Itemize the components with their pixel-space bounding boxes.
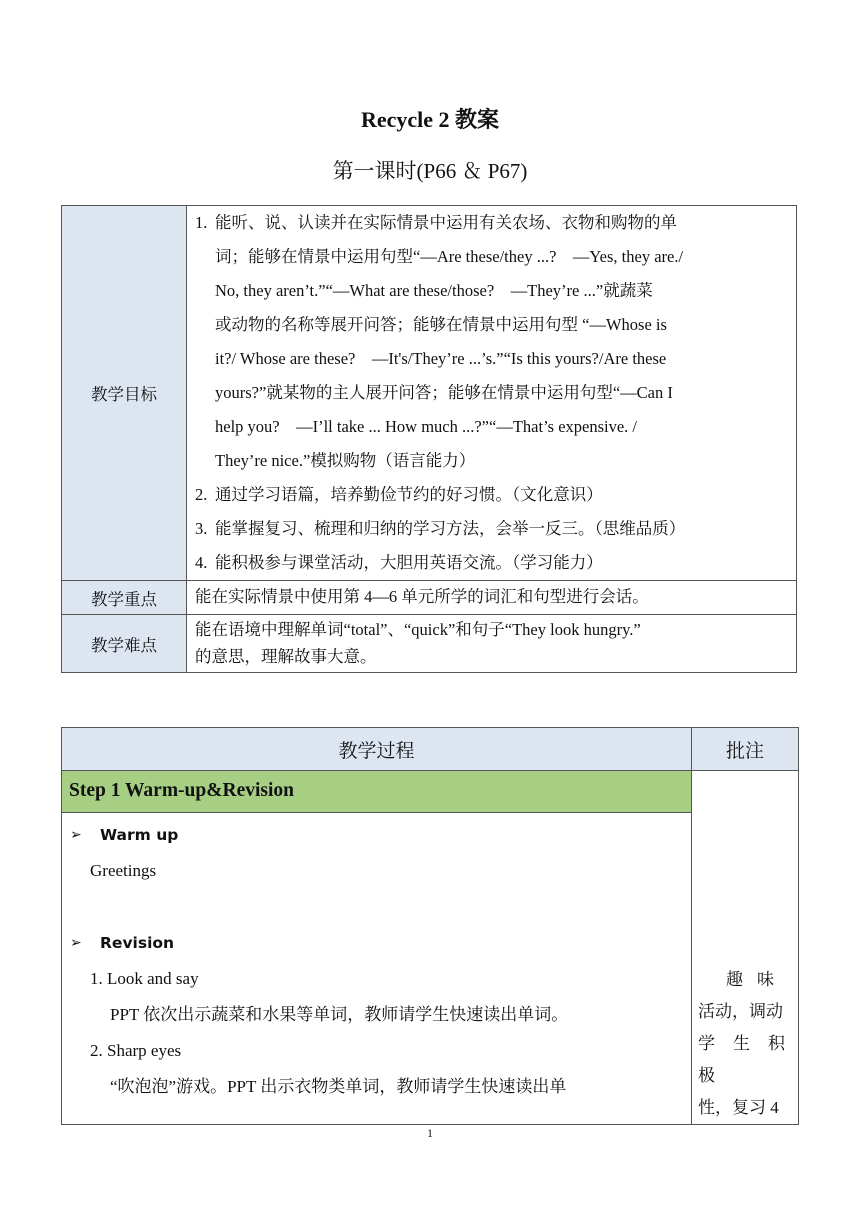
difficulty-line: 的意思，理解故事大意。 (195, 647, 377, 666)
process-body (62, 812, 692, 1124)
process-table (61, 727, 799, 1125)
goal-line: No, they aren’t.”“—What are these/those? —They’re ...”就蔬菜 (215, 281, 653, 300)
process-body-row (62, 812, 799, 1124)
goal-number: 2. (195, 485, 208, 504)
goal-line: it?/ Whose are these? —It's/They’re ...’s.”“Is this yours?/Are these (215, 349, 667, 368)
arrow-bullet-icon: ➢ (70, 934, 82, 951)
note-line: 趣味 (726, 970, 788, 989)
goal-item (195, 512, 790, 546)
arrow-bullet-icon: ➢ (70, 826, 82, 843)
difficulty-label: 教学难点 (62, 615, 187, 673)
goal-item (195, 206, 790, 478)
step-row (62, 771, 799, 813)
item-title: 1. Look and say (90, 968, 199, 988)
goal-line: 能积极参与课堂活动，大胆用英语交流。（学习能力） (215, 553, 603, 572)
step-title: Step 1 Warm-up&Revision (62, 771, 692, 813)
note-line: 性，复习 4 (698, 1098, 779, 1117)
spacer (62, 889, 691, 925)
process-header: 教学过程 (62, 728, 692, 771)
goal-line: help you? —I’ll take ... How much ...?”“—That’s expensive. / (215, 417, 638, 436)
item-text: PPT 依次出示蔬菜和水果等单词，教师请学生快速读出单词。 (110, 1004, 569, 1024)
goal-number: 4. (195, 553, 208, 572)
note-text (698, 964, 792, 1124)
goals-label: 教学目标 (62, 206, 187, 581)
goal-item (195, 478, 790, 512)
difficulty-text (187, 615, 797, 673)
note-line: 学生积极 (698, 1034, 792, 1085)
lesson-subtitle: 第一课时(P66 ＆ P67) (332, 159, 528, 183)
note-line: 活动，调动 (698, 1002, 783, 1021)
revision-heading (62, 925, 691, 961)
goal-number: 1. (195, 213, 208, 232)
goal-number: 3. (195, 519, 208, 538)
warmup-label: Warm up (100, 825, 179, 844)
page-number: 1 (427, 1126, 433, 1140)
objectives-table (61, 205, 797, 673)
warmup-heading (62, 817, 691, 853)
goals-content (187, 206, 797, 581)
notes-cell (692, 771, 799, 1125)
goal-line: 或动物的名称等展开问答；能够在情景中运用句型 “—Whose is (215, 315, 667, 334)
difficulty-row (62, 615, 797, 673)
revision-label: Revision (100, 933, 175, 952)
goal-item (195, 546, 790, 580)
focus-label: 教学重点 (62, 581, 187, 615)
item-title: 2. Sharp eyes (90, 1040, 182, 1060)
focus-row (62, 581, 797, 615)
notes-header: 批注 (692, 728, 799, 771)
goal-line: 通过学习语篇，培养勤俭节约的好习惯。（文化意识） (215, 485, 603, 504)
goal-line: 能听、说、认读并在实际情景中运用有关农场、衣物和购物的单 (215, 213, 677, 232)
focus-text: 能在实际情景中使用第 4—6 单元所学的词汇和句型进行会话。 (187, 581, 797, 615)
process-header-row (62, 728, 799, 771)
item-text: “吹泡泡”游戏。PPT 出示衣物类单词，教师请学生快速读出单 (110, 1076, 567, 1096)
goal-line: 词；能够在情景中运用句型“—Are these/they ...? —Yes, they are./ (215, 247, 684, 266)
goal-line: yours?”就某物的主人展开问答；能够在情景中运用句型“—Can I (215, 383, 673, 402)
difficulty-line: 能在语境中理解单词“total”、“quick”和句子“They look hungry.” (195, 620, 641, 639)
warmup-text: Greetings (90, 860, 157, 880)
goal-line: 能掌握复习、梳理和归纳的学习方法，会举一反三。（思维品质） (215, 519, 686, 538)
goals-row (62, 206, 797, 581)
document-title: Recycle 2 教案 (360, 107, 500, 132)
goal-line: They’re nice.”模拟购物（语言能力） (215, 451, 476, 470)
